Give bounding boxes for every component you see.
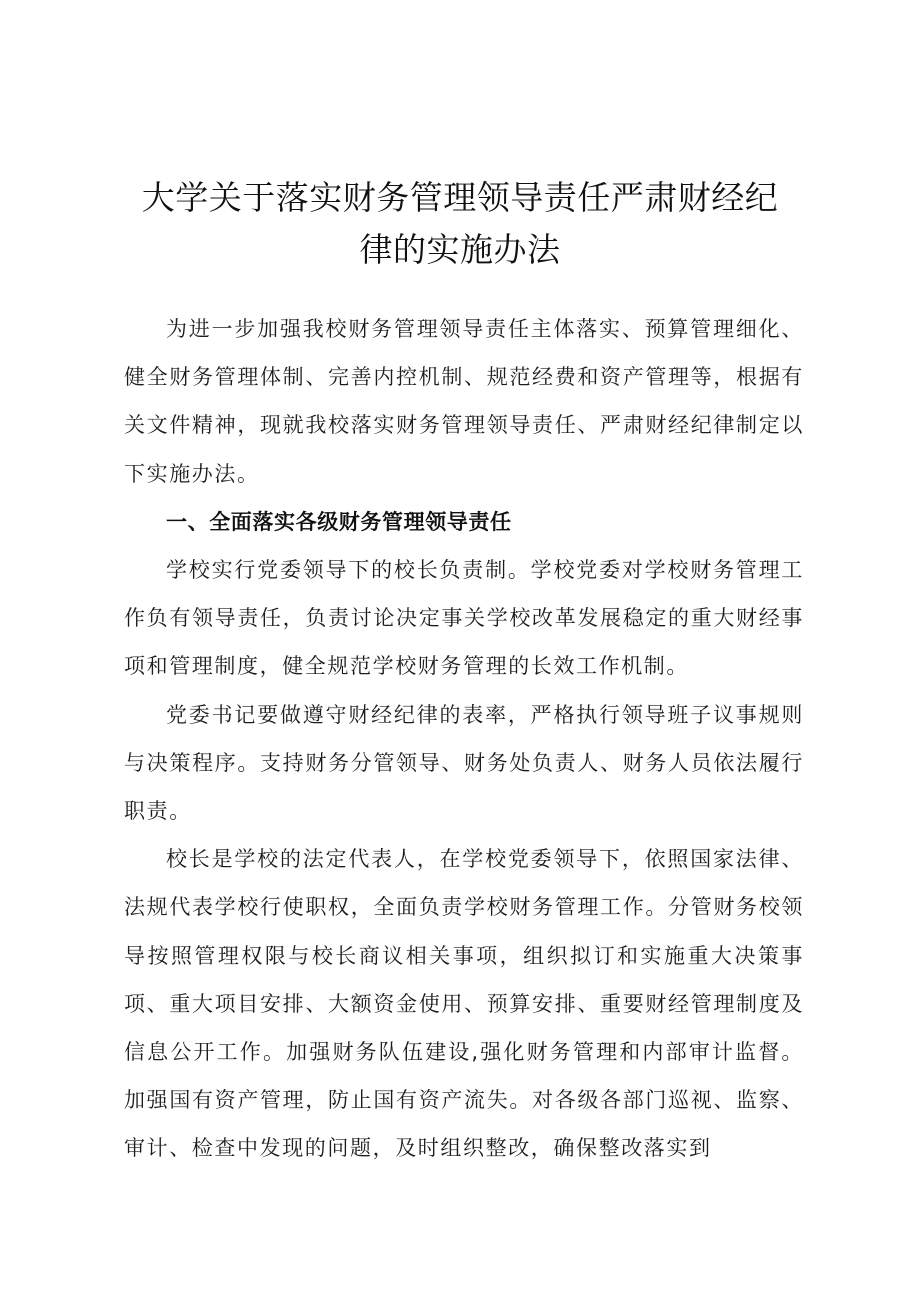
document-body xyxy=(124,305,804,1173)
title-line-2: 律的实施办法 xyxy=(359,230,561,270)
document-title xyxy=(120,172,800,276)
body-paragraph: 学校实行党委领导下的校长负责制。学校党委对学校财务管理工作负有领导责任，负责讨论决定事关学校改革发展稳定的重大财经事项和管理制度，健全规范学校财务管理的长效工作机制。 xyxy=(124,558,804,679)
intro-paragraph: 为进一步加强我校财务管理领导责任主体落实、预算管理细化、健全财务管理体制、完善内控机制、规范经费和资产管理等，根据有关文件精神，现就我校落实财务管理领导责任、严肃财经纪律制定以下实施办法。 xyxy=(124,317,804,486)
body-paragraph: 校长是学校的法定代表人，在学校党委领导下，依照国家法律、法规代表学校行使职权，全面负责学校财务管理工作。分管财务校领导按照管理权限与校长商议相关事项，组织拟订和实施重大决策事项、重大项目安排、大额资金使用、预算安排、重要财经管理制度及信息公开工作。加强财务队伍建设,强化财务管理和内部审计监督。加强国有资产管理，防止国有资产流失。对各级各部门巡视、监察、审计、检查中发现的问题，及时组织整改，确保整改落实到 xyxy=(124,847,804,1161)
title-line-1: 大学关于落实财务管理领导责任严肃财经纪 xyxy=(141,178,779,218)
section-heading-1: 一、全面落实各级财务管理领导责任 xyxy=(166,509,512,534)
body-paragraph: 党委书记要做遵守财经纪律的表率，严格执行领导班子议事规则与决策程序。支持财务分管领导、财务处负责人、财务人员依法履行职责。 xyxy=(124,702,804,824)
